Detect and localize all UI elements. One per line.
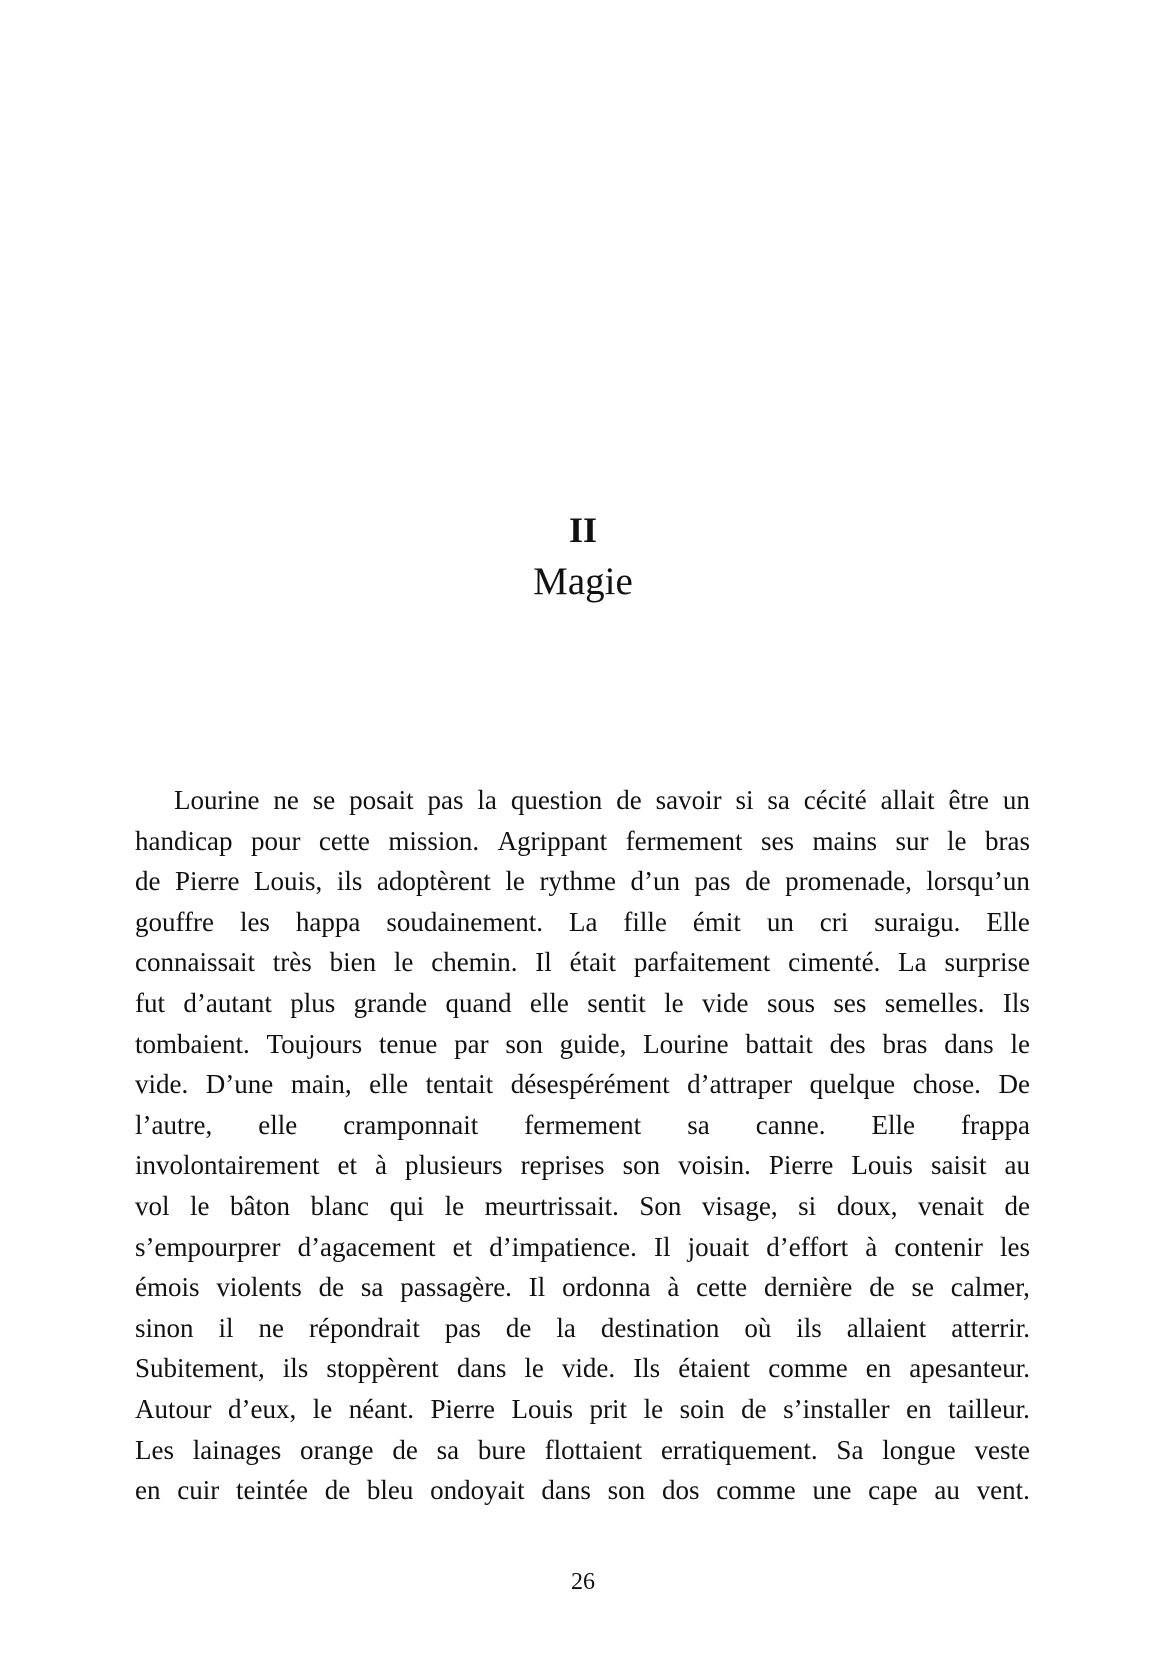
word: le xyxy=(643,1393,664,1424)
word: ils xyxy=(336,866,363,897)
word: vide. xyxy=(135,1069,189,1100)
word: de xyxy=(135,866,161,897)
word: elle xyxy=(258,1109,298,1140)
word: elle xyxy=(369,1069,409,1100)
word: erratiquement. xyxy=(660,1434,818,1465)
word: bure xyxy=(477,1434,526,1465)
word: émois xyxy=(135,1272,200,1303)
word: si xyxy=(735,785,754,815)
text-line xyxy=(135,902,1030,943)
word: vide xyxy=(702,987,749,1018)
word: cette xyxy=(696,1272,748,1303)
word: d’agacement xyxy=(297,1231,436,1262)
word: Louis xyxy=(511,1393,574,1424)
text-line xyxy=(135,1105,1030,1146)
word: quand xyxy=(445,987,512,1018)
word: un xyxy=(766,906,794,937)
word: les xyxy=(239,906,270,937)
text-line xyxy=(135,983,1030,1024)
word: cape xyxy=(868,1475,918,1506)
word: soin xyxy=(679,1393,725,1424)
word: son xyxy=(622,1150,661,1181)
word: ses xyxy=(833,987,867,1018)
word: bras xyxy=(882,1028,928,1059)
word: de xyxy=(392,1434,418,1465)
word: mission. xyxy=(388,825,480,856)
word: désespérément xyxy=(510,1069,670,1100)
word: lorsqu’un xyxy=(926,866,1030,897)
word: rythme xyxy=(539,866,616,897)
word: le xyxy=(947,825,967,856)
word: des xyxy=(829,1028,866,1059)
word: bien xyxy=(329,947,377,978)
word: en xyxy=(135,1475,161,1506)
word: chemin. xyxy=(431,947,518,978)
word: handicap xyxy=(135,825,233,856)
word: cri xyxy=(819,906,849,937)
word: Sa xyxy=(836,1434,864,1465)
word: Ils xyxy=(633,1353,661,1384)
word: à xyxy=(667,1272,680,1303)
word: tailleur. xyxy=(948,1393,1030,1424)
word: Pierre xyxy=(175,866,240,897)
word: cimenté. xyxy=(788,947,881,978)
word: D’une xyxy=(205,1069,274,1100)
word: sa xyxy=(767,785,790,815)
word: parfaitement xyxy=(633,947,771,978)
word: Son xyxy=(639,1190,682,1221)
word: posait xyxy=(349,785,414,815)
word: Pierre xyxy=(430,1393,495,1424)
word: mains xyxy=(812,825,878,856)
word: ils xyxy=(282,1353,309,1384)
text-line xyxy=(135,942,1030,983)
word: happa xyxy=(295,906,361,937)
word: sous xyxy=(766,987,815,1018)
word: bras xyxy=(984,825,1030,856)
word: de xyxy=(318,1272,345,1303)
word: de xyxy=(1004,1190,1030,1221)
word: fille xyxy=(623,906,667,937)
word: sa xyxy=(436,1434,460,1465)
word: de xyxy=(869,1272,895,1303)
word: plus xyxy=(290,987,336,1018)
word: si xyxy=(798,1190,817,1221)
word: l’autre, xyxy=(135,1109,213,1140)
word: en xyxy=(906,1393,932,1424)
word: son xyxy=(505,1028,543,1059)
word: cramponnait xyxy=(343,1109,479,1140)
word: main, xyxy=(290,1069,352,1100)
word: violents xyxy=(216,1272,302,1303)
word: de xyxy=(505,1312,532,1343)
word: Elle xyxy=(986,906,1030,937)
word: le xyxy=(524,1353,544,1384)
word: Lourine xyxy=(174,785,260,815)
word: plusieurs xyxy=(405,1150,503,1181)
word: bâton xyxy=(230,1190,291,1221)
word: cuir xyxy=(177,1475,220,1506)
word: passagère. xyxy=(400,1272,512,1303)
word: canne. xyxy=(755,1109,826,1140)
word: la xyxy=(556,1312,576,1343)
word: de xyxy=(741,1393,767,1424)
word: et xyxy=(452,1231,473,1262)
text-line xyxy=(135,1024,1030,1065)
word: sa xyxy=(687,1109,710,1140)
word: saisit xyxy=(930,1150,987,1181)
word: Pierre xyxy=(768,1150,834,1181)
word: à xyxy=(865,1231,878,1262)
word: de xyxy=(745,866,771,897)
word: être xyxy=(948,785,989,815)
word: gouffre xyxy=(135,906,214,937)
text-line xyxy=(135,1389,1030,1430)
word: voisin. xyxy=(678,1150,751,1181)
word: néant. xyxy=(348,1393,415,1424)
word: dans xyxy=(456,1353,507,1384)
word: Louis xyxy=(851,1150,913,1181)
word: frappa xyxy=(961,1109,1030,1140)
word: visage, xyxy=(701,1190,778,1221)
word: s’installer xyxy=(783,1393,890,1424)
word: ils xyxy=(796,1312,822,1343)
word: à xyxy=(375,1150,387,1181)
word: Louis, xyxy=(254,866,323,897)
word: allaient xyxy=(846,1312,927,1343)
text-line xyxy=(135,1308,1030,1349)
word: Lourine xyxy=(643,1028,729,1059)
word: chose. xyxy=(912,1069,981,1100)
word: suraigu. xyxy=(874,906,961,937)
word: son xyxy=(607,1475,646,1506)
word: adoptèrent xyxy=(376,866,491,897)
word: Toujours xyxy=(266,1028,363,1059)
word: dos xyxy=(661,1475,700,1506)
word: doux, xyxy=(836,1190,898,1221)
word: Subitement, xyxy=(135,1353,265,1384)
word: atterrir. xyxy=(951,1312,1030,1343)
word: fermement xyxy=(524,1109,642,1140)
word: reprises xyxy=(520,1150,605,1181)
word: il xyxy=(218,1312,234,1343)
word: au xyxy=(1004,1150,1030,1181)
word: le xyxy=(664,987,684,1018)
word: promenade, xyxy=(785,866,912,897)
word: par xyxy=(454,1028,489,1059)
word: battait xyxy=(745,1028,813,1059)
word: ses xyxy=(761,825,795,856)
word: veste xyxy=(974,1434,1030,1465)
word: le xyxy=(1010,1028,1030,1059)
text-line xyxy=(135,780,1030,821)
word: calmer, xyxy=(950,1272,1030,1303)
word: Elle xyxy=(871,1109,915,1140)
word: meurtrissait. xyxy=(484,1190,619,1221)
word: cette xyxy=(318,825,370,856)
word: sinon xyxy=(135,1312,194,1343)
word: pas xyxy=(694,866,731,897)
word: le xyxy=(444,1190,465,1221)
page-number: 26 xyxy=(571,1569,595,1595)
word: d’autant xyxy=(183,987,272,1018)
word: De xyxy=(998,1069,1030,1100)
word: et xyxy=(337,1150,357,1181)
word: la xyxy=(477,785,497,815)
text-line xyxy=(135,861,1030,902)
word: cécité xyxy=(803,785,867,815)
word: soudainement. xyxy=(386,906,544,937)
word: Il xyxy=(528,1272,546,1303)
word: tombaient. xyxy=(135,1028,250,1059)
word: ondoyait xyxy=(430,1475,525,1506)
word: d’eux, xyxy=(228,1393,297,1424)
word: comme xyxy=(768,1353,848,1384)
word: le xyxy=(505,866,525,897)
word: stoppèrent xyxy=(326,1353,439,1384)
word: La xyxy=(898,947,927,978)
word: tentait xyxy=(425,1069,494,1100)
word: longue xyxy=(882,1434,956,1465)
word: fut xyxy=(135,987,165,1018)
word: involontairement xyxy=(135,1150,320,1181)
word: orange xyxy=(300,1434,374,1465)
word: quelque xyxy=(809,1069,896,1100)
word: une xyxy=(812,1475,852,1506)
word: elle xyxy=(529,987,569,1018)
text-line xyxy=(135,1186,1030,1227)
word: vent. xyxy=(976,1475,1030,1506)
word: se xyxy=(312,785,336,815)
word: Les xyxy=(135,1434,174,1465)
word: émit xyxy=(692,906,741,937)
word: au xyxy=(934,1475,960,1506)
word: où xyxy=(744,1312,772,1343)
word: bleu xyxy=(366,1475,414,1506)
word: qui xyxy=(389,1190,425,1221)
chapter-title: Magie xyxy=(533,560,633,603)
word: pas xyxy=(427,785,464,815)
word: ordonna xyxy=(562,1272,651,1303)
word: pour xyxy=(250,825,301,856)
word: dernière xyxy=(763,1272,853,1303)
word: les xyxy=(999,1231,1030,1262)
word: vol xyxy=(135,1190,170,1221)
word: Ils xyxy=(1002,987,1030,1018)
body-text xyxy=(135,780,1030,1511)
text-line xyxy=(135,821,1030,862)
word: allait xyxy=(880,785,935,815)
text-line xyxy=(135,1227,1030,1268)
word: Il xyxy=(654,1231,671,1262)
word: Autour xyxy=(135,1393,212,1424)
word: un xyxy=(1002,785,1030,815)
text-line xyxy=(135,1145,1030,1186)
word: flottaient xyxy=(544,1434,643,1465)
word: de xyxy=(324,1475,351,1506)
text-line xyxy=(135,1470,1030,1511)
word: venait xyxy=(917,1190,984,1221)
word: le xyxy=(312,1393,333,1424)
word: destination xyxy=(600,1312,720,1343)
word: étaient xyxy=(678,1353,751,1384)
word: d’effort xyxy=(766,1231,849,1262)
word: Il xyxy=(535,947,552,978)
word: surprise xyxy=(944,947,1030,978)
word: ne xyxy=(258,1312,284,1343)
word: sentit xyxy=(587,987,646,1018)
word: d’un xyxy=(630,866,680,897)
word: connaissait xyxy=(135,947,255,978)
word: sur xyxy=(895,825,929,856)
word: grande xyxy=(353,987,428,1018)
word: jouait xyxy=(687,1231,750,1262)
word: dans xyxy=(541,1475,591,1506)
word: le xyxy=(393,947,414,978)
word: La xyxy=(568,906,598,937)
word: comme xyxy=(716,1475,796,1506)
word: dans xyxy=(944,1028,994,1059)
word: teintée xyxy=(235,1475,308,1506)
word: le xyxy=(190,1190,210,1221)
word: tenue xyxy=(378,1028,438,1059)
word: était xyxy=(569,947,617,978)
chapter-number: II xyxy=(568,510,598,550)
word: prit xyxy=(589,1393,628,1424)
word: Agrippant xyxy=(497,825,608,856)
word: vide. xyxy=(561,1353,616,1384)
word: se xyxy=(911,1272,934,1303)
word: en xyxy=(865,1353,892,1384)
word: fermement xyxy=(625,825,743,856)
word: guide, xyxy=(559,1028,627,1059)
word: de xyxy=(616,785,642,815)
word: répondrait xyxy=(308,1312,420,1343)
text-line xyxy=(135,1430,1030,1471)
word: semelles. xyxy=(884,987,985,1018)
word: blanc xyxy=(310,1190,370,1221)
text-line xyxy=(135,1064,1030,1105)
word: pas xyxy=(444,1312,481,1343)
word: question xyxy=(510,785,603,815)
word: d’attraper xyxy=(687,1069,793,1100)
word: sa xyxy=(360,1272,384,1303)
word: contenir xyxy=(894,1231,983,1262)
word: ne xyxy=(273,785,299,815)
text-line xyxy=(135,1348,1030,1389)
word: d’impatience. xyxy=(489,1231,637,1262)
word: très xyxy=(272,947,312,978)
word: savoir xyxy=(655,785,722,815)
word: apesanteur. xyxy=(909,1353,1030,1384)
word: lainages xyxy=(192,1434,282,1465)
text-line xyxy=(135,1267,1030,1308)
word: s’empourprer xyxy=(135,1231,281,1262)
